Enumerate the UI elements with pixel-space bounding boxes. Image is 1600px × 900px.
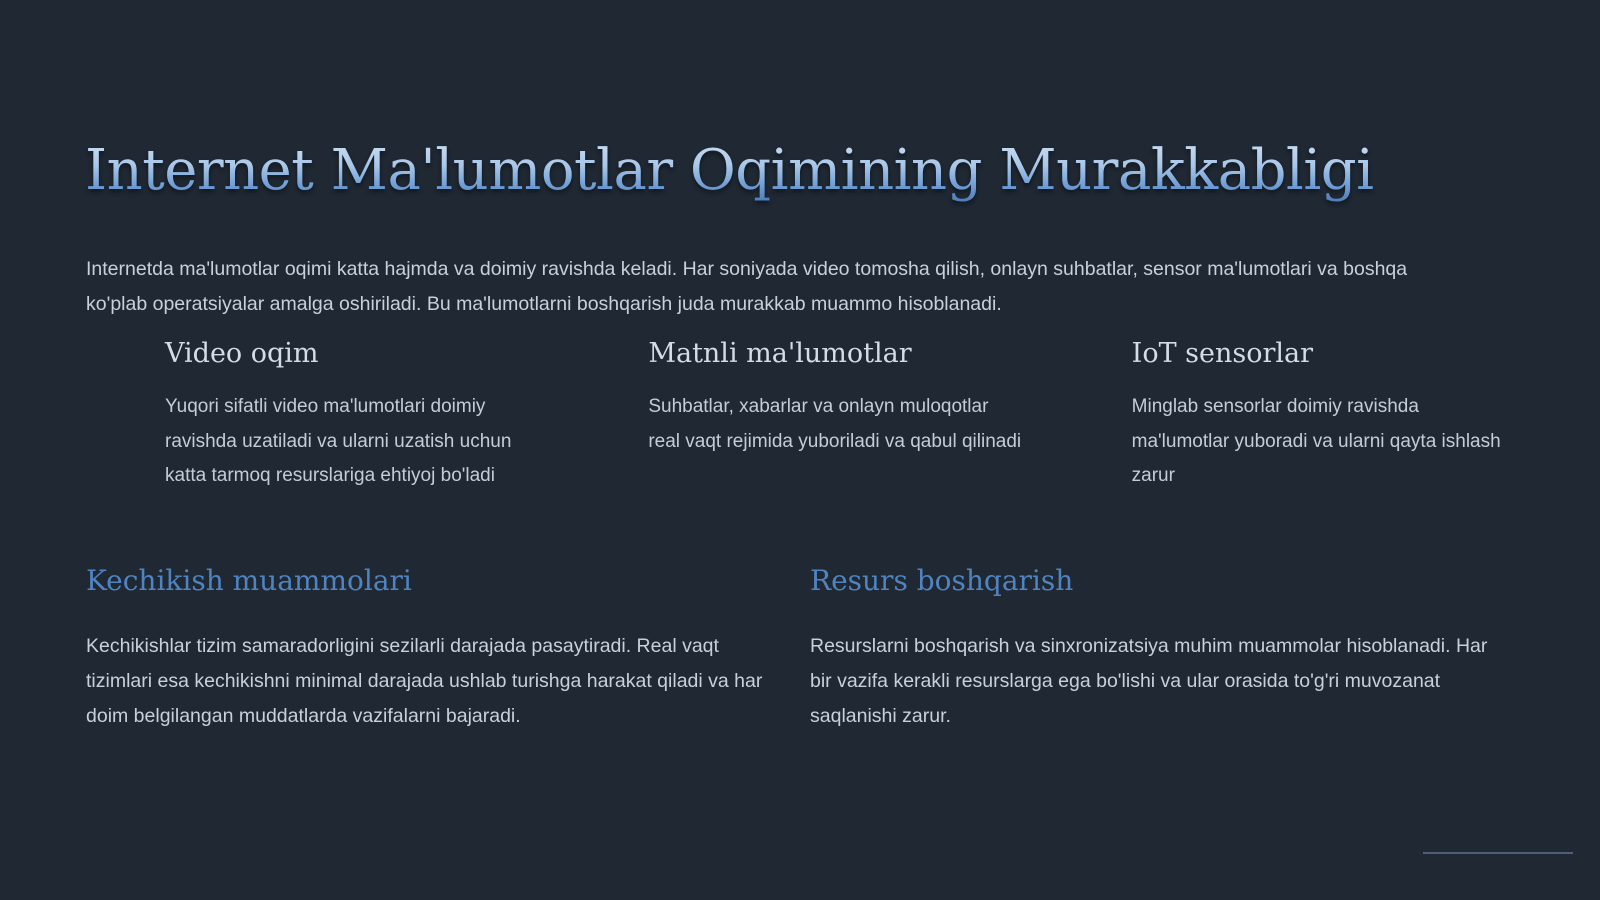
section-body: Resurslarni boshqarish va sinxronizatsiya muhim muammolar hisoblanadi. Har bir vazifa kerakli resurslarga ega bo'lishi va ular orasida to'g'ri muvozanat saqlanishi zarur. [810, 635, 1488, 727]
column-heading: Matnli ma'lumotlar [648, 338, 912, 369]
feature-columns [165, 338, 1515, 494]
column-matnli-malumotlar [648, 338, 1031, 494]
section-heading: Resurs boshqarish [810, 564, 1074, 597]
footer-divider-line [1423, 852, 1573, 854]
intro-paragraph: Internetda ma'lumotlar oqimi katta hajmda va doimiy ravishda keladi. Har soniyada video tomosha qilish, onlayn suhbatlar, sensor ma'lumotlari va boshqa ko'plab operatsiyalar amalga oshiriladi. Bu ma'lumotlarni boshqarish juda murakkab muammo hisoblanadi. [86, 258, 1408, 315]
section-resurs-boshqarish [810, 564, 1495, 734]
section-body: Kechikishlar tizim samaradorligini sezilarli darajada pasaytiradi. Real vaqt tizimlari esa kechikishni minimal darajada ushlab turishga harakat qiladi va har doim belgilangan muddatlarda vazifalarni bajaradi. [86, 635, 763, 727]
column-body: Suhbatlar, xabarlar va onlayn muloqotlar real vaqt rejimida yuboriladi va qabul qilinadi [648, 396, 1022, 452]
column-heading: IoT sensorlar [1131, 338, 1314, 369]
column-body: Yuqori sifatli video ma'lumotlari doimiy ravishda uzatiladi va ularni uzatish uchun katta tarmoq resurslariga ehtiyoj bo'ladi [165, 396, 512, 486]
column-body: Minglab sensorlar doimiy ravishda ma'lumotlar yuboradi va ularni qayta ishlash zarur [1131, 396, 1501, 486]
column-iot-sensorlar [1132, 338, 1515, 494]
section-kechikish-muammolari [86, 564, 771, 734]
slide-title: Internet Ma'lumotlar Oqimining Murakkabligi [85, 136, 1374, 206]
column-heading: Video oqim [165, 338, 319, 369]
section-heading: Kechikish muammolari [86, 564, 412, 597]
column-video-oqim [165, 338, 548, 494]
